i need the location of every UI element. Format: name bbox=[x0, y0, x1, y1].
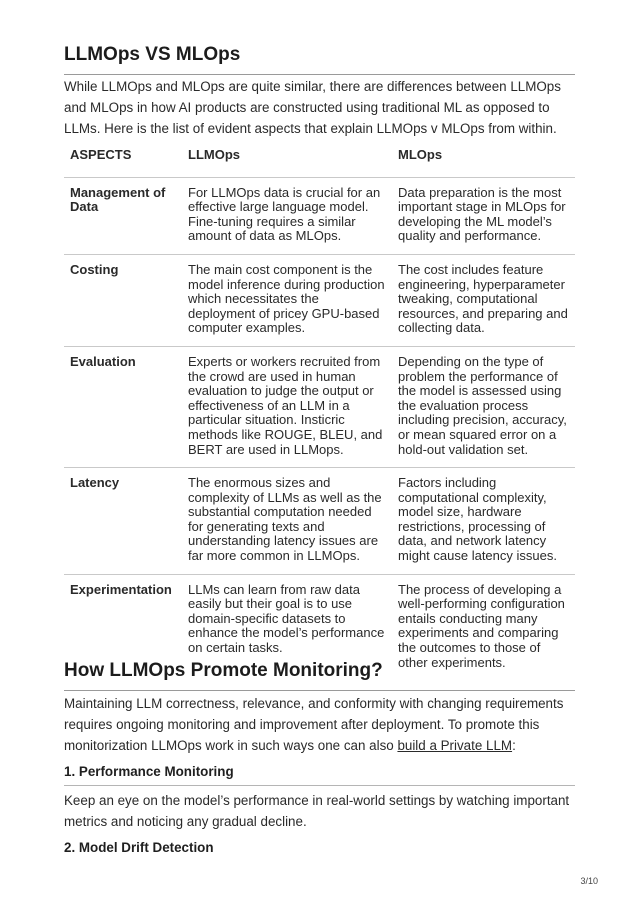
aspect-cell: Evaluation bbox=[64, 346, 182, 467]
table-row bbox=[64, 346, 575, 467]
aspect-cell: Costing bbox=[64, 254, 182, 346]
column-header-llmops: LLMOps bbox=[188, 147, 240, 162]
build-private-llm-link[interactable]: build a Private LLM bbox=[397, 738, 513, 753]
aspect-cell: Management of Data bbox=[64, 177, 182, 254]
aspect-cell: Experimentation bbox=[64, 574, 182, 680]
monitoring-intro-colon: : bbox=[512, 738, 516, 753]
subheading-model-drift-detection: 2. Model Drift Detection bbox=[64, 840, 214, 855]
column-header-aspects: ASPECTS bbox=[70, 147, 132, 162]
mlops-cell: Depending on the type of problem the performance of the model is assessed using the evaluation process including precision, accuracy, or mean squared error on a hold-out validation set. bbox=[392, 346, 575, 467]
table-row bbox=[64, 177, 575, 254]
column-header-mlops: MLOps bbox=[398, 147, 443, 162]
mlops-cell: The process of developing a well-performing configuration entails conducting many experiments and comparing the outcomes to those of other experiments. bbox=[392, 574, 575, 680]
comparison-table bbox=[64, 140, 575, 680]
table-row bbox=[64, 468, 575, 575]
subheading-performance-monitoring: 1. Performance Monitoring bbox=[64, 764, 575, 786]
llmops-cell: Experts or workers recruited from the crowd are used in human evaluation to judge the output or effectiveness of an LLM in a particular situation. Insticric methods like ROUGE, BLEU, and BERT are used in LLMops. bbox=[182, 346, 392, 467]
table-row bbox=[64, 254, 575, 346]
llmops-cell: The main cost component is the model inference during production which necessitates the deployment of pricey GPU-based computer examples. bbox=[182, 254, 392, 346]
section-heading-monitoring: How LLMOps Promote Monitoring? bbox=[64, 660, 575, 691]
mlops-cell: Factors including computational complexity, model size, hardware restrictions, processing of data, and network latency might cause latency issues. bbox=[392, 468, 575, 575]
page-number: 3/10 bbox=[580, 876, 598, 886]
llmops-cell: The enormous sizes and complexity of LLMs as well as the substantial computation needed for generating texts and understanding latency issues are far more common in LLMOps. bbox=[182, 468, 392, 575]
table-header-row bbox=[64, 140, 575, 177]
section-heading-llmops-vs-mlops: LLMOps VS MLOps bbox=[64, 44, 575, 75]
llmops-cell: LLMs can learn from raw data easily but their goal is to use domain-specific datasets to enhance the model’s performance on certain tasks. bbox=[182, 574, 392, 680]
monitoring-intro-paragraph bbox=[64, 693, 575, 756]
llmops-cell: For LLMOps data is crucial for an effective large language model. Fine-tuning requires a similar amount of data as MLOps. bbox=[182, 177, 392, 254]
mlops-cell: Data preparation is the most important stage in MLOps for developing the ML model’s quality and performance. bbox=[392, 177, 575, 254]
mlops-cell: The cost includes feature engineering, hyperparameter tweaking, computational resources, and preparing and collecting data. bbox=[392, 254, 575, 346]
aspect-cell: Latency bbox=[64, 468, 182, 575]
monitoring-intro-text: Maintaining LLM correctness, relevance, and conformity with changing requirements requires ongoing monitoring and improvement after deployment. To promote this monitorization LLMOps work in such ways one can also bbox=[64, 696, 564, 753]
performance-monitoring-paragraph: Keep an eye on the model’s performance in real-world settings by watching important metrics and noticing any gradual decline. bbox=[64, 793, 570, 829]
intro-paragraph: While LLMOps and MLOps are quite similar, there are differences between LLMOps and MLOps in how AI products are constructed using traditional ML as opposed to LLMs. Here is the list of evident aspects that explain LLMOps v MLOps from within. bbox=[64, 79, 561, 136]
